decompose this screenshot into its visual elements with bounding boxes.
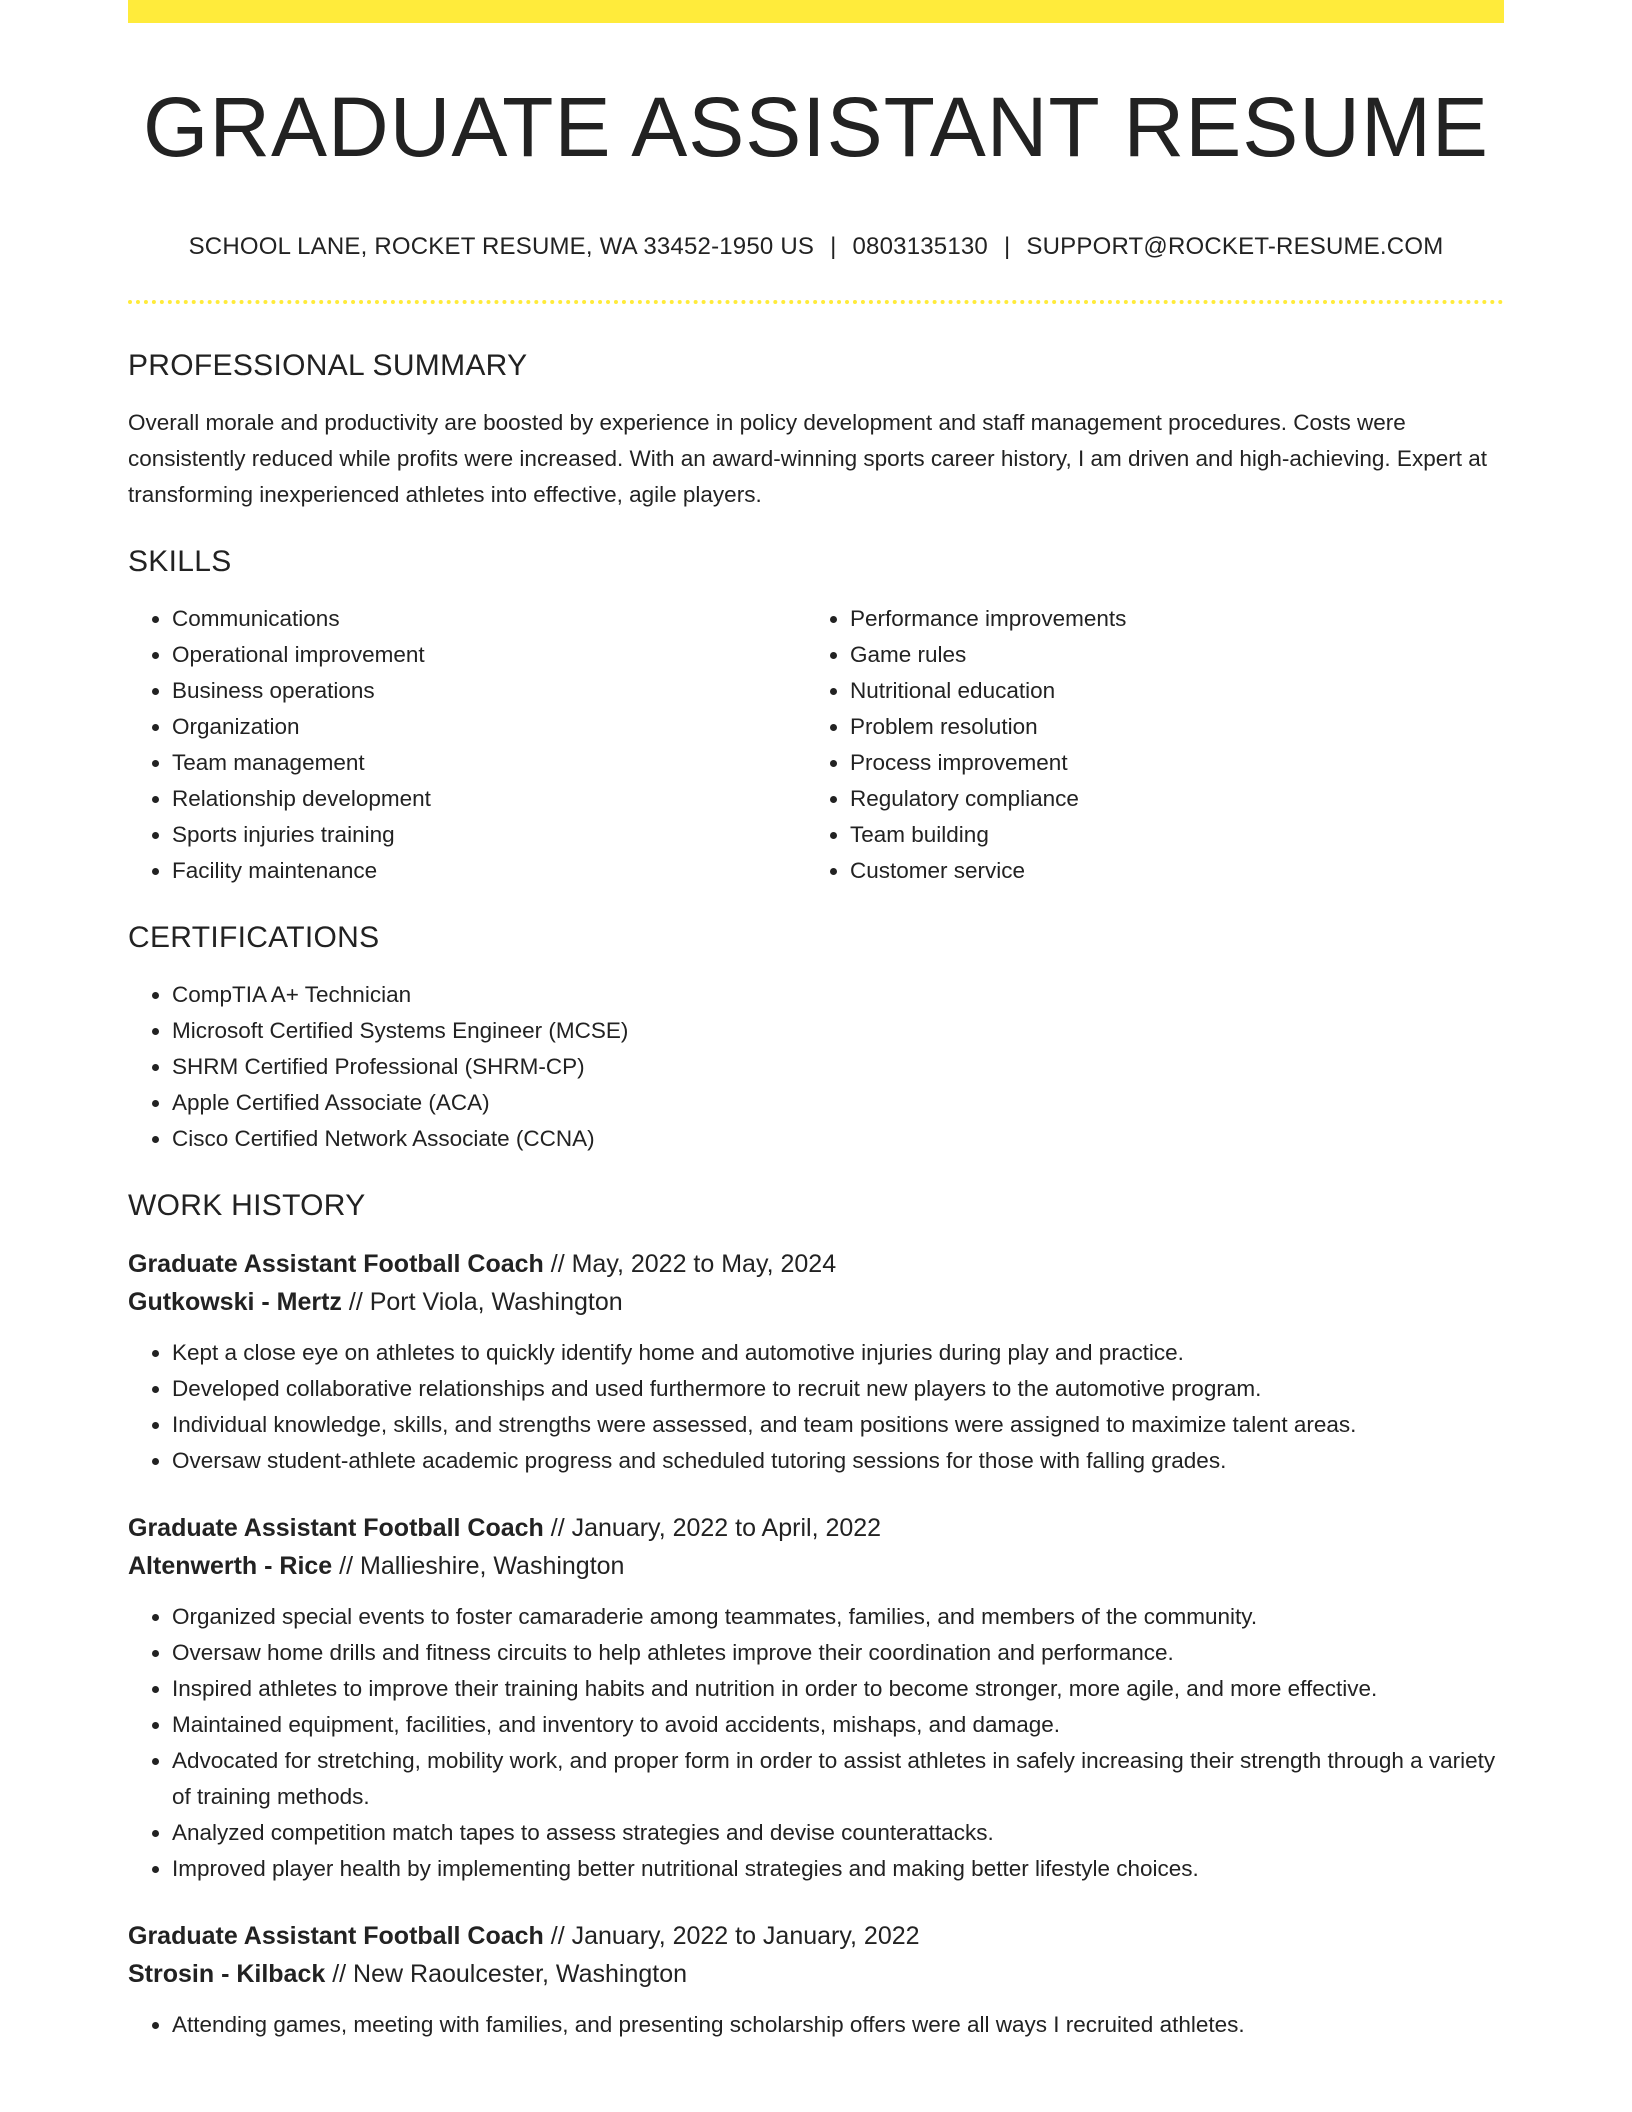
- skills-heading: SKILLS: [128, 545, 232, 578]
- list-item: • Advocated for stretching, mobility work, and proper form in order to assist athletes in safely increasing their strength through a variety of training methods.: [172, 1743, 1504, 1815]
- list-item: • Oversaw student-athlete academic progress and scheduled tutoring sessions for those with falling grades.: [172, 1443, 1504, 1479]
- list-item: • Inspired athletes to improve their training habits and nutrition in order to become stronger, more agile, and more effective.: [172, 1671, 1504, 1707]
- list-item: • Developed collaborative relationships and used furthermore to recruit new players to the automotive program.: [172, 1371, 1504, 1407]
- list-item: • Maintained equipment, facilities, and inventory to avoid accidents, mishaps, and damage.: [172, 1707, 1504, 1743]
- job-title: Graduate Assistant Football Coach: [128, 1250, 544, 1278]
- list-item: • Performance improvements: [850, 601, 1484, 637]
- list-item: • Nutritional education: [850, 673, 1484, 709]
- work-history-heading: WORK HISTORY: [128, 1189, 366, 1222]
- summary-heading: PROFESSIONAL SUMMARY: [128, 349, 528, 382]
- list-item: • Facility maintenance: [172, 853, 806, 889]
- list-item: • Apple Certified Associate (ACA): [172, 1085, 1504, 1121]
- job-bullets: [128, 1335, 1504, 1479]
- resume-page: [128, 0, 1504, 2043]
- accent-top-bar: [128, 0, 1504, 23]
- list-item: • Process improvement: [850, 745, 1484, 781]
- job-company: Strosin - Kilback: [128, 1960, 326, 1988]
- contact-phone: 0803135130: [852, 233, 988, 260]
- list-item: • Communications: [172, 601, 806, 637]
- summary-text: Overall morale and productivity are boosted by experience in policy development and staff management procedures. Costs were consistently reduced while profits were increased. With an award-winning sports career history, I am driven and high-achieving. Expert at transforming inexperienced athletes into effective, agile players.: [128, 410, 1487, 507]
- job-dates: // January, 2022 to January, 2022: [550, 1922, 920, 1950]
- list-item: • Attending games, meeting with families, and presenting scholarship offers were all ways I recruited athletes.: [172, 2007, 1504, 2043]
- contact-line: [128, 233, 1504, 261]
- list-item: • Individual knowledge, skills, and strengths were assessed, and team positions were assigned to maximize talent areas.: [172, 1407, 1504, 1443]
- contact-separator: |: [1003, 233, 1011, 260]
- contact-separator: |: [830, 233, 837, 260]
- list-item: • Analyzed competition match tapes to assess strategies and devise counterattacks.: [172, 1815, 1504, 1851]
- job-company: Altenwerth - Rice: [128, 1552, 333, 1580]
- job-title: Graduate Assistant Football Coach: [128, 1922, 544, 1950]
- list-item: • Sports injuries training: [172, 817, 806, 853]
- job-company-line: [128, 1283, 1504, 1321]
- resume-title: GRADUATE ASSISTANT RESUME: [143, 80, 1489, 174]
- list-item: • CompTIA A+ Technician: [172, 977, 1504, 1013]
- list-item: • Regulatory compliance: [850, 781, 1484, 817]
- list-item: • Improved player health by implementing better nutritional strategies and making better lifestyle choices.: [172, 1851, 1504, 1887]
- list-item: • SHRM Certified Professional (SHRM-CP): [172, 1049, 1504, 1085]
- list-item: • Organization: [172, 709, 806, 745]
- job-bullets: [128, 1599, 1504, 1887]
- list-item: • Operational improvement: [172, 637, 806, 673]
- job-location: // Port Viola, Washington: [348, 1288, 623, 1316]
- list-item: • Problem resolution: [850, 709, 1484, 745]
- job-dates: // January, 2022 to April, 2022: [550, 1514, 882, 1542]
- skills-grid: [128, 601, 1504, 889]
- list-item: • Microsoft Certified Systems Engineer (MCSE): [172, 1013, 1504, 1049]
- certifications-list: [128, 977, 1504, 1157]
- job-location: // Mallieshire, Washington: [339, 1552, 625, 1580]
- job-title-line: [128, 1245, 1504, 1283]
- job-dates: // May, 2022 to May, 2024: [550, 1250, 837, 1278]
- list-item: • Cisco Certified Network Associate (CCNA): [172, 1121, 1504, 1157]
- job-title-line: [128, 1509, 1504, 1547]
- skills-left-list: [128, 601, 806, 889]
- list-item: • Customer service: [850, 853, 1484, 889]
- list-item: • Organized special events to foster camaraderie among teammates, families, and members of the community.: [172, 1599, 1504, 1635]
- skills-right-column: [806, 601, 1484, 889]
- list-item: • Oversaw home drills and fitness circuits to help athletes improve their coordination and performance.: [172, 1635, 1504, 1671]
- skills-right-list: [806, 601, 1484, 889]
- contact-email: SUPPORT@ROCKET-RESUME.COM: [1026, 233, 1444, 260]
- job-company-line: [128, 1955, 1504, 1993]
- list-item: • Relationship development: [172, 781, 806, 817]
- job-entry: [128, 1509, 1504, 1887]
- job-title-line: [128, 1917, 1504, 1955]
- job-entry: [128, 1245, 1504, 1479]
- job-location: // New Raoulcester, Washington: [332, 1960, 688, 1988]
- job-company: Gutkowski - Mertz: [128, 1288, 342, 1316]
- skills-left-column: [128, 601, 806, 889]
- list-item: • Team management: [172, 745, 806, 781]
- dotted-divider: [128, 300, 1504, 304]
- job-bullets: [128, 2007, 1504, 2043]
- job-title: Graduate Assistant Football Coach: [128, 1514, 544, 1542]
- list-item: • Kept a close eye on athletes to quickly identify home and automotive injuries during play and practice.: [172, 1335, 1504, 1371]
- list-item: • Team building: [850, 817, 1484, 853]
- list-item: • Business operations: [172, 673, 806, 709]
- contact-address: SCHOOL LANE, ROCKET RESUME, WA 33452-1950 US: [188, 233, 815, 260]
- certifications-heading: CERTIFICATIONS: [128, 921, 380, 954]
- job-entry: [128, 1917, 1504, 2043]
- list-item: • Game rules: [850, 637, 1484, 673]
- job-company-line: [128, 1547, 1504, 1585]
